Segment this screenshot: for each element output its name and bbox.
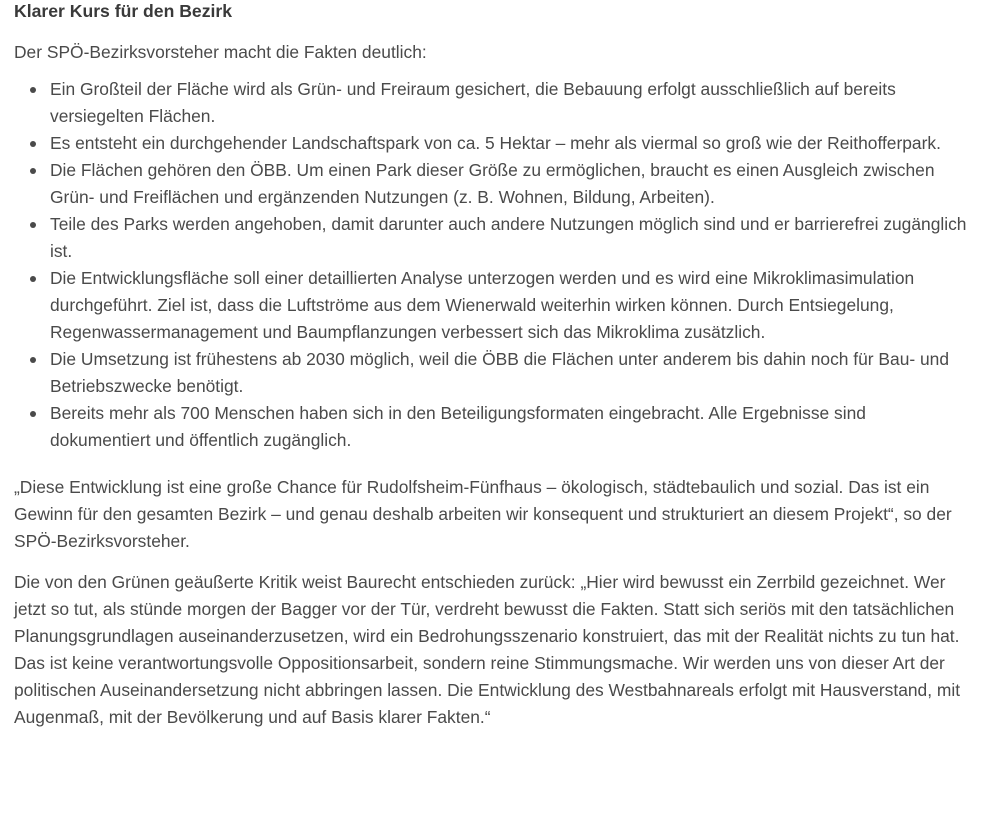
bullet-dot-icon [30,87,36,93]
list-item [50,157,970,211]
intro-paragraph: Der SPÖ-Bezirksvorsteher macht die Fakten deutlich: [14,42,427,62]
list-item [50,346,970,400]
list-item-text: Es entsteht ein durchgehender Landschaftspark von ca. 5 Hektar – mehr als viermal so groß wie der Reithofferpark. [50,133,941,153]
bullet-dot-icon [30,276,36,282]
response-paragraph: Die von den Grünen geäußerte Kritik weist Baurecht entschieden zurück: „Hier wird bewusst ein Zerrbild gezeichnet. Wer jetzt so tut, als stünde morgen der Bagger vor der Tür, verdreht bewusst die Fakten. Statt sich seriös mit den tatsächlichen Planungsgrundlagen auseinanderzusetzen, wird ein Bedrohungsszenario konstruiert, das mit der Realität nichts zu tun hat. Das ist keine verantwortungsvolle Oppositionsarbeit, sondern reine Stimmungsmache. Wir werden uns von dieser Art der politischen Auseinandersetzung nicht abbringen lassen. Die Entwicklung des Westbahnareals erfolgt mit Hausverstand, mit Augenmaß, mit der Bevölkerung und auf Basis klarer Fakten.“ [14,572,961,727]
quote-paragraph: „Diese Entwicklung ist eine große Chance für Rudolfsheim-Fünfhaus – ökologisch, städtebaulich und sozial. Das ist ein Gewinn für den gesamten Bezirk – und genau deshalb arbeiten wir konsequent und strukturiert an diesem Projekt“, so der SPÖ-Bezirksvorsteher. [14,477,952,551]
list-item [50,76,970,130]
bullet-dot-icon [30,357,36,363]
list-item [50,400,970,454]
list-item [50,265,970,346]
list-item-text: Teile des Parks werden angehoben, damit darunter auch andere Nutzungen möglich sind und er barrierefrei zugänglich ist. [50,214,967,261]
list-item [50,130,970,157]
bullet-dot-icon [30,222,36,228]
list-item [50,211,970,265]
list-item-text: Die Umsetzung ist frühestens ab 2030 möglich, weil die ÖBB die Flächen unter anderem bis dahin noch für Bau- und Betriebszwecke benötigt. [50,349,950,396]
list-item-text: Bereits mehr als 700 Menschen haben sich in den Beteiligungsformaten eingebracht. Alle Ergebnisse sind dokumentiert und öffentlich zugänglich. [50,403,866,450]
facts-list [14,76,970,454]
section-heading: Klarer Kurs für den Bezirk [14,1,233,21]
bullet-dot-icon [30,411,36,417]
bullet-dot-icon [30,141,36,147]
bullet-dot-icon [30,168,36,174]
list-item-text: Die Entwicklungsfläche soll einer detaillierten Analyse unterzogen werden und es wird eine Mikroklimasimulation durchgeführt. Ziel ist, dass die Luftströme aus dem Wienerwald weiterhin wirken können. Durch Entsiegelung, Regenwassermanagement und Baumpflanzungen verbessert sich das Mikroklima zusätzlich. [50,268,915,342]
list-item-text: Die Flächen gehören den ÖBB. Um einen Park dieser Größe zu ermöglichen, braucht es einen Ausgleich zwischen Grün- und Freiflächen und ergänzenden Nutzungen (z. B. Wohnen, Bildung, Arbeiten). [50,160,935,207]
list-item-text: Ein Großteil der Fläche wird als Grün- und Freiraum gesichert, die Bebauung erfolgt ausschließlich auf bereits versiegelten Flächen. [50,79,896,126]
